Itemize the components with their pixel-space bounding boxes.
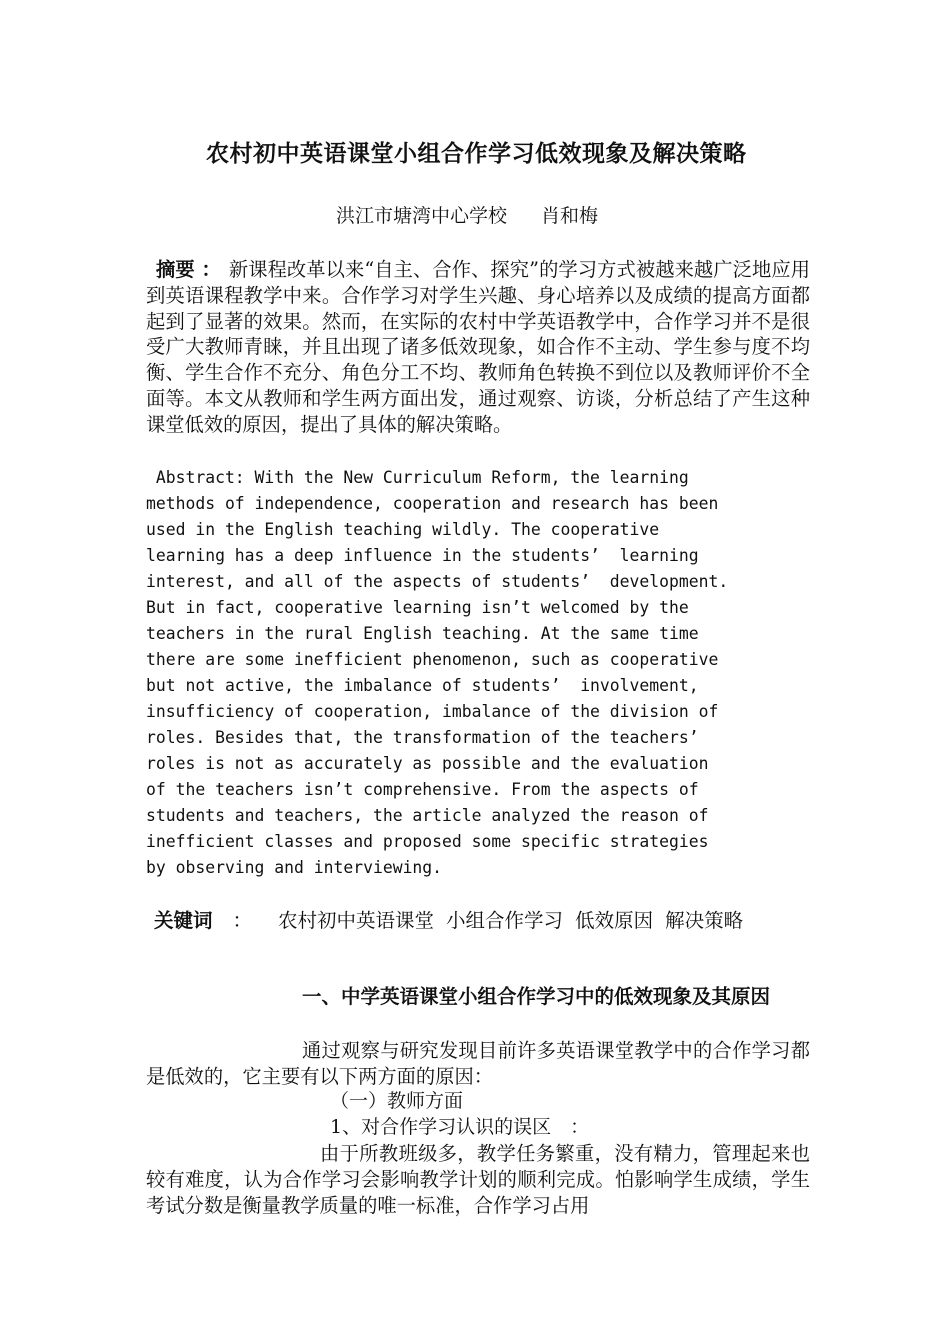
abstract-english-line: there are some inefficient phenomenon, such as cooperative bbox=[146, 650, 719, 669]
keywords-label: 关键词 bbox=[154, 909, 213, 932]
abstract-english-line: roles. Besides that, the transformation of the teachers’ bbox=[146, 728, 699, 747]
keyword-item: 解决策略 bbox=[665, 909, 744, 932]
abstract-text: 新课程改革以来“自主、合作、探究”的学习方式被越来越广泛地应用到英语课程教学中来。合作学习对学生兴趣、身心培养以及成绩的提高方面都起到了显著的效果。然而，在实际的农村中学英语教学中，合作学习并不是很受广大教师青睐，并且出现了诸多低效现象，如合作不主动、学生参与度不均衡、学生合作不充分、角色分工不均、教师角色转换不到位以及教师评价不全面等。本文从教师和学生两方面出发，通过观察、访谈，分析总结了产生这种课堂低效的原因，提出了具体的解决策略。 bbox=[146, 258, 810, 436]
section-intro-paragraph: 通过观察与研究发现目前许多英语课堂教学中的合作学习都是低效的，它主要有以下两方面的原因： bbox=[146, 1039, 810, 1088]
abstract-english-line: roles is not as accurately as possible and the evaluation bbox=[146, 754, 709, 773]
abstract-english-line: but not active, the imbalance of students’ involvement, bbox=[146, 676, 699, 695]
sub-heading-teachers: （一）教师方面 bbox=[330, 1090, 464, 1112]
document-title: 农村初中英语课堂小组合作学习低效现象及解决策略 bbox=[206, 141, 747, 167]
abstract-chinese bbox=[146, 257, 810, 438]
keyword-item: 小组合作学习 bbox=[446, 909, 564, 932]
abstract-english-line: of the teachers isn’t comprehensive. From the aspects of bbox=[146, 780, 699, 799]
abstract-english-line: learning has a deep influence in the students’ learning bbox=[146, 546, 699, 565]
author-line bbox=[336, 202, 598, 230]
item-paragraph: 由于所教班级多，教学任务繁重，没有精力，管理起来也较有难度，认为合作学习会影响教学计划的顺利完成。怕影响学生成绩，学生考试分数是衡量教学质量的唯一标准，合作学习占用 bbox=[146, 1142, 810, 1217]
abstract-english-line: interest, and all of the aspects of students’ development. bbox=[146, 572, 729, 591]
abstract-english-line: But in fact, cooperative learning isn’t welcomed by the bbox=[146, 598, 689, 617]
item-heading-misconception: 1、对合作学习认识的误区 ： bbox=[330, 1116, 590, 1138]
abstract-english-line: by observing and interviewing. bbox=[146, 858, 443, 877]
abstract-label: 摘要 ： bbox=[156, 258, 221, 281]
keyword-item: 低效原因 bbox=[575, 909, 654, 932]
abstract-english bbox=[146, 465, 810, 881]
abstract-english-line: teachers in the rural English teaching. At the same time bbox=[146, 624, 699, 643]
keywords-separator: ： bbox=[232, 909, 253, 932]
abstract-english-line: used in the English teaching wildly. The cooperative bbox=[146, 520, 660, 539]
section-heading: 一、中学英语课堂小组合作学习中的低效现象及其原因 bbox=[302, 985, 771, 1008]
abstract-english-line: methods of independence, cooperation and research has been bbox=[146, 494, 719, 513]
author-name: 肖和梅 bbox=[541, 205, 599, 227]
abstract-english-line: Abstract: With the New Curriculum Reform, the learning bbox=[146, 468, 689, 487]
abstract-english-line: students and teachers, the article analyzed the reason of bbox=[146, 806, 709, 825]
keywords-line bbox=[146, 892, 810, 950]
keyword-item: 农村初中英语课堂 bbox=[278, 909, 435, 932]
author-school: 洪江市塘湾中心学校 bbox=[336, 205, 508, 227]
abstract-english-line: insufficiency of cooperation, imbalance of the division of bbox=[146, 702, 719, 721]
abstract-english-line: inefficient classes and proposed some specific strategies bbox=[146, 832, 709, 851]
